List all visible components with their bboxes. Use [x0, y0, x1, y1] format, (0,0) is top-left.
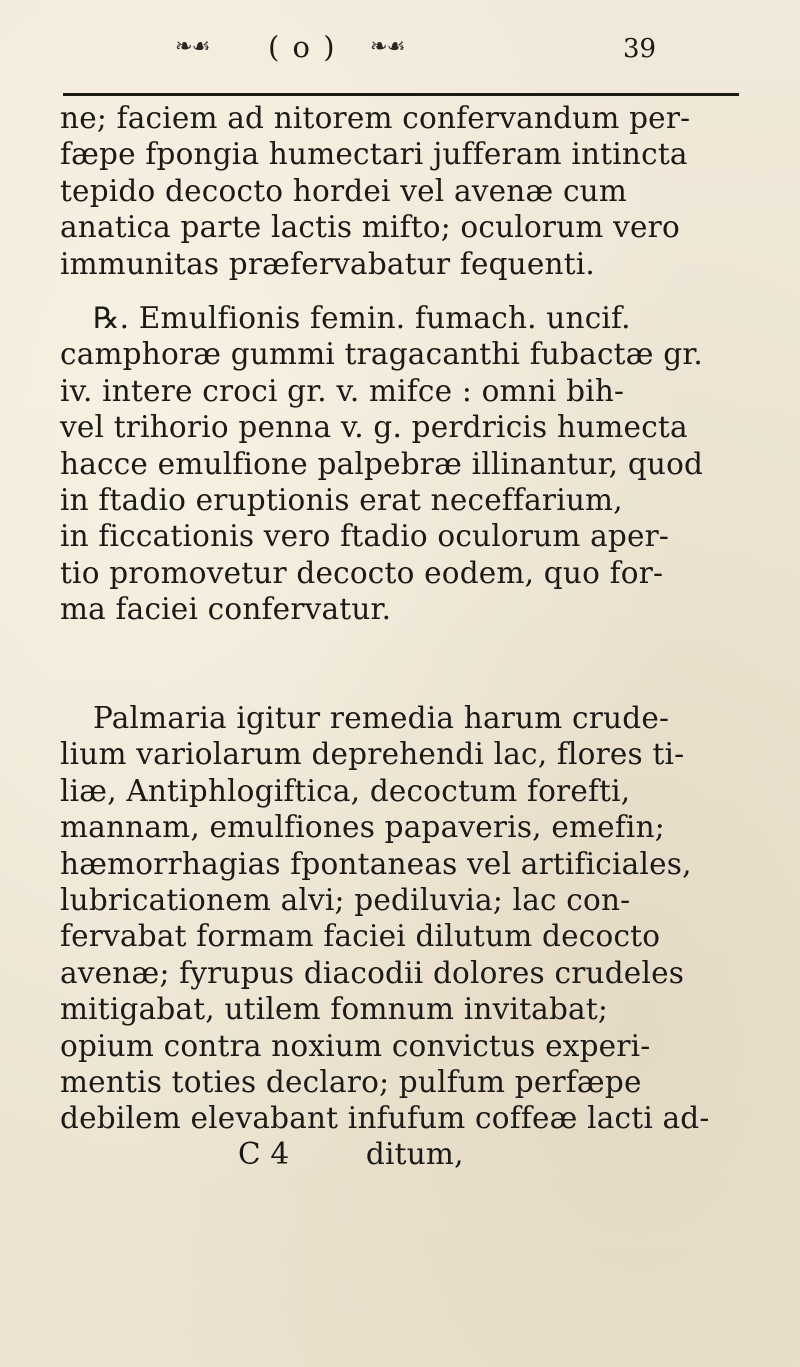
text-line: debilem elevabant infufum coffeæ lacti ad- — [60, 1101, 710, 1136]
text-line: ℞. Emulfionis femin. fumach. uncif. — [93, 301, 631, 335]
text-line: tio promovetur decocto eodem, quo for- — [60, 555, 664, 590]
text-line: Palmaria igitur remedia harum crude- — [93, 701, 670, 735]
header-ornament-left: ❧☙ — [175, 34, 210, 58]
text-line: avenæ; fyrupus diacodii dolores crudeles — [60, 955, 685, 990]
text-line: lubricationem alvi; pediluvia; lac con- — [60, 882, 631, 917]
text-line: mannam, emulfiones papaveris, emefin; — [60, 810, 665, 845]
text-line: vel trihorio penna v. g. perdricis humecta — [60, 410, 688, 445]
signature-catchword — [60, 1136, 745, 1172]
paragraph-1 — [60, 100, 745, 282]
running-header — [165, 28, 665, 68]
text-line: ma faciei confervatur. — [60, 592, 392, 627]
text-line: lium variolarum deprehendi lac, flores ti- — [60, 737, 685, 772]
text-line: C 4 ditum, — [238, 1137, 464, 1171]
text-line: in ftadio eruptionis erat neceffarium, — [60, 482, 623, 517]
paragraph-2 — [60, 300, 745, 628]
text-line: in ficcationis vero ftadio oculorum aper- — [60, 519, 670, 554]
text-line: mentis toties declaro; pulfum perfæpe — [60, 1064, 642, 1099]
header-ornament-right: ❧☙ — [370, 34, 405, 58]
text-line: ne; faciem ad nitorem confervandum per- — [60, 101, 691, 135]
text-line: hacce emulfione palpebræ illinantur, quod — [60, 446, 704, 481]
text-line: anatica parte lactis mifto; oculorum vero — [60, 210, 680, 245]
header-rule — [63, 93, 739, 96]
page-number: 39 — [623, 34, 657, 64]
header-label: ( o ) — [268, 30, 337, 64]
text-line: fervabat formam faciei dilutum decocto — [60, 919, 661, 954]
text-line: tepido decocto hordei vel avenæ cum — [60, 173, 628, 208]
text-line: fæpe fpongia humectari jufferam intincta — [60, 137, 688, 172]
text-line: camphoræ gummi tragacanthi fubactæ gr. — [60, 337, 703, 372]
text-line: liæ, Antiphlogiftica, decoctum forefti, — [60, 773, 631, 808]
text-line: opium contra noxium convictus experi- — [60, 1028, 651, 1063]
text-line: immunitas præfervabatur fequenti. — [60, 246, 596, 281]
paragraph-3 — [60, 700, 745, 1137]
text-line: mitigabat, utilem fomnum invitabat; — [60, 992, 609, 1027]
text-line: hæmorrhagias fpontaneas vel artificiales, — [60, 846, 692, 881]
text-line: iv. intere croci gr. v. mifce : omni bih- — [60, 373, 625, 408]
